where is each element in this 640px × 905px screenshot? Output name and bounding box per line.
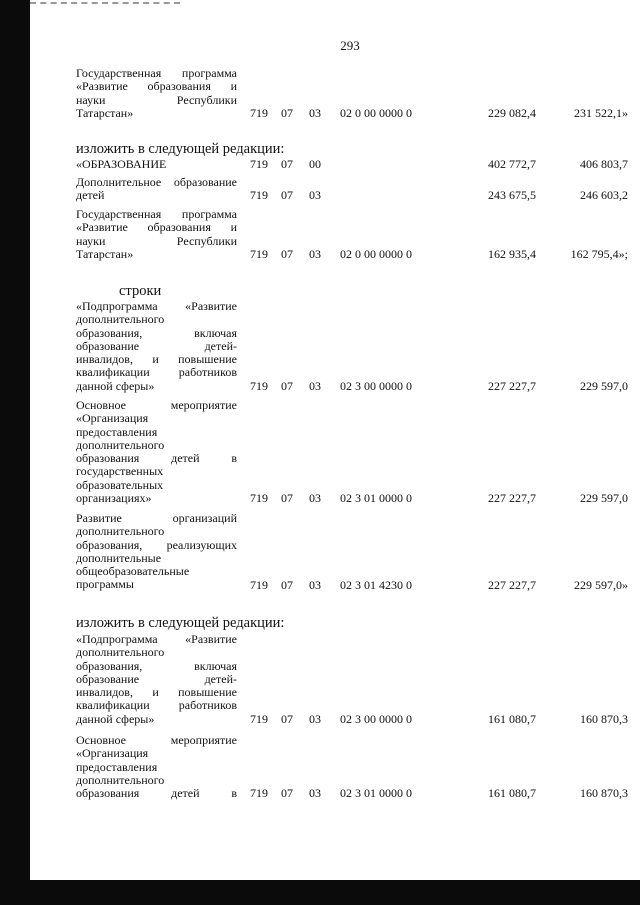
amount-year-2: 229 597,0 — [580, 378, 628, 393]
amount-year-2: 229 597,0 — [580, 491, 628, 506]
row-name-line: дополнительные — [76, 550, 162, 565]
row-name-line: квалификации работников — [76, 698, 237, 713]
scan-edge-top — [30, 2, 180, 6]
amount-year-1: 243 675,5 — [488, 188, 536, 203]
section-code: 07 — [281, 246, 293, 261]
row-name-line: дополнительного — [76, 312, 165, 327]
section-code: 07 — [281, 491, 293, 506]
target-article-code: 02 3 01 0000 0 — [340, 491, 412, 506]
table-row — [0, 512, 640, 592]
table-row — [0, 176, 640, 203]
section-code: 07 — [281, 577, 293, 592]
row-name-line: «Подпрограмма «Развитие — [76, 299, 237, 313]
amount-year-2: 406 803,7 — [580, 157, 628, 171]
row-name-line: «Организация — [76, 411, 149, 426]
amount-year-2: 160 870,3 — [580, 786, 628, 801]
subsection-code: 03 — [309, 378, 321, 393]
row-name-line: образование детей- — [76, 338, 237, 353]
row-name-line: данной сферы» — [76, 378, 155, 393]
target-article-code: 02 0 00 0000 0 — [340, 246, 412, 261]
table-row — [0, 300, 640, 393]
amount-year-2: 246 603,2 — [580, 188, 628, 203]
row-name-line: образовательных — [76, 477, 164, 492]
target-article-code: 02 3 01 4230 0 — [340, 577, 412, 592]
section-code: 07 — [281, 378, 293, 393]
target-article-code: 02 0 00 0000 0 — [340, 105, 412, 120]
subsection-code: 03 — [309, 188, 321, 203]
ved-code: 719 — [250, 246, 268, 261]
row-name-line: образования, реализующих — [76, 537, 237, 552]
row-name — [76, 208, 237, 261]
section-code: 07 — [281, 188, 293, 203]
ved-code: 719 — [250, 188, 268, 203]
row-name-line: Татарстан» — [76, 105, 134, 120]
page-number: 293 — [340, 38, 360, 53]
row-name — [76, 300, 237, 393]
row-name-line: «Развитие образования и — [76, 220, 237, 235]
row-name-line: образования, включая — [76, 325, 237, 340]
table-row — [0, 67, 640, 120]
section-code: 07 — [281, 711, 293, 726]
scan-edge-bottom — [0, 880, 640, 905]
amount-year-1: 227 227,7 — [488, 577, 536, 592]
row-name-line: дополнительного — [76, 524, 165, 539]
section-code: 07 — [281, 157, 293, 171]
row-name — [76, 399, 237, 505]
row-name-line: предоставления — [76, 759, 158, 774]
amount-year-2: 229 597,0» — [574, 577, 628, 592]
amount-year-2: 231 522,1» — [574, 105, 628, 120]
row-name-line: дополнительного — [76, 437, 165, 452]
row-name-line: инвалидов, и повышение — [76, 352, 237, 367]
row-name-line: квалификации работников — [76, 365, 237, 380]
row-name-line: «Подпрограмма «Развитие — [76, 632, 237, 646]
amount-year-2: 160 870,3 — [580, 711, 628, 726]
row-name-line: «Организация — [76, 746, 149, 761]
row-name-line: «Развитие образования и — [76, 79, 237, 94]
ved-code: 719 — [250, 491, 268, 506]
row-name — [76, 158, 237, 171]
row-name — [76, 176, 237, 203]
row-name — [76, 512, 237, 592]
row-name-line: государственных — [76, 464, 164, 479]
row-name-line: науки Республики — [76, 233, 237, 248]
section-heading: строки — [119, 283, 162, 299]
section-code: 07 — [281, 105, 293, 120]
subsection-code: 03 — [309, 105, 321, 120]
subsection-code: 03 — [309, 577, 321, 592]
row-name-line: Татарстан» — [76, 246, 134, 261]
row-name-line: программы — [76, 577, 134, 592]
ved-code: 719 — [250, 105, 268, 120]
target-article-code: 02 3 00 0000 0 — [340, 378, 412, 393]
subsection-code: 03 — [309, 491, 321, 506]
amount-year-1: 227 227,7 — [488, 378, 536, 393]
subsection-code: 00 — [309, 157, 321, 171]
amount-year-1: 402 772,7 — [488, 157, 536, 171]
row-name-line: образования детей в — [76, 451, 237, 466]
row-name-line: Государственная программа — [76, 66, 237, 80]
subsection-code: 03 — [309, 711, 321, 726]
ved-code: 719 — [250, 711, 268, 726]
row-name-line: Развитие организаций — [76, 511, 237, 525]
row-name-line: общеобразовательные — [76, 564, 190, 579]
row-name — [76, 67, 237, 120]
row-name-line: данной сферы» — [76, 711, 155, 726]
ved-code: 719 — [250, 378, 268, 393]
row-name-line: образования, включая — [76, 658, 237, 673]
amount-year-1: 161 080,7 — [488, 711, 536, 726]
table-row — [0, 633, 640, 726]
subsection-code: 03 — [309, 786, 321, 801]
section-heading: изложить в следующей редакции: — [76, 615, 285, 631]
amount-year-2: 162 795,4»; — [570, 246, 628, 261]
row-name-line: организациях» — [76, 491, 152, 506]
ved-code: 719 — [250, 786, 268, 801]
row-name-line: дополнительного — [76, 772, 165, 787]
amount-year-1: 229 082,4 — [488, 105, 536, 120]
row-name-line: «ОБРАЗОВАНИЕ — [76, 157, 167, 171]
table-row — [0, 208, 640, 261]
subsection-code: 03 — [309, 246, 321, 261]
row-name-line: предоставления — [76, 424, 158, 439]
row-name-line: Основное мероприятие — [76, 398, 237, 412]
ved-code: 719 — [250, 577, 268, 592]
row-name — [76, 633, 237, 726]
amount-year-1: 162 935,4 — [488, 246, 536, 261]
table-row — [0, 734, 640, 800]
section-heading: изложить в следующей редакции: — [76, 141, 285, 157]
table-row — [0, 399, 640, 505]
table-row — [0, 158, 640, 172]
row-name-line: дополнительного — [76, 645, 165, 660]
row-name-line: образования детей в — [76, 786, 237, 801]
row-name-line: Основное мероприятие — [76, 733, 237, 747]
row-name-line: Государственная программа — [76, 207, 237, 221]
section-code: 07 — [281, 786, 293, 801]
row-name — [76, 734, 237, 800]
amount-year-1: 161 080,7 — [488, 786, 536, 801]
target-article-code: 02 3 01 0000 0 — [340, 786, 412, 801]
row-name-line: детей — [76, 188, 105, 203]
row-name-line: науки Республики — [76, 92, 237, 107]
row-name-line: Дополнительное образование — [76, 175, 237, 189]
row-name-line: образование детей- — [76, 671, 237, 686]
ved-code: 719 — [250, 157, 268, 171]
target-article-code: 02 3 00 0000 0 — [340, 711, 412, 726]
amount-year-1: 227 227,7 — [488, 491, 536, 506]
row-name-line: инвалидов, и повышение — [76, 685, 237, 700]
